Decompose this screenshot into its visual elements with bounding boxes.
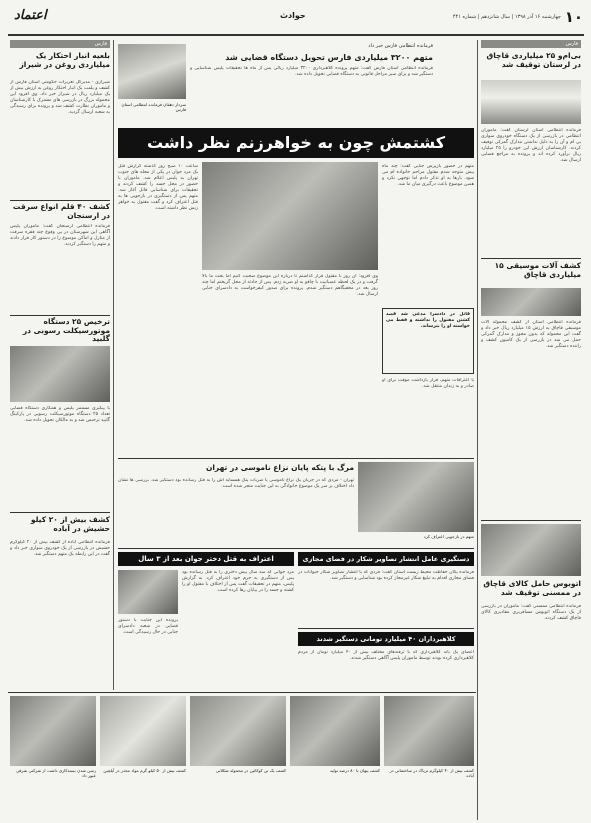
right-body-2: فرمانده انتظامی استان از کشف محموله آلات موسیقی قاچاق به ارزش ۱۵ میلیارد ریال خبر داد و گفت این محموله که بدون مجوز و مدارک گمرکی حمل می شد در بازرسی از یک کامیون کشف و راننده دستگیر شد. — [481, 320, 581, 349]
page-number: ۱۰ — [564, 8, 583, 26]
right-headline-1: بی‌ام‌و ۲۵ میلیاردی قاچاق در لرستان توقیف شد — [486, 51, 581, 69]
right-column-rule — [477, 40, 478, 820]
section-title: حوادث — [280, 11, 306, 20]
right-photo-bmw — [481, 80, 581, 124]
cyber-story-headline: دستگیری عامل انتشار تصاویر شکار در فضای مجازی — [298, 552, 474, 566]
top-story-body: فرمانده انتظامی استان فارس گفت: متهم پرونده کلاهبرداری ۳۲۰۰ میلیارد ریالی پس از ماه ها تحقیقات پلیس شناسایی و دستگیر شد و برای سیر مراحل قانونی به دستگاه قضایی تحویل داده شد. — [190, 66, 433, 77]
left-headline-2: کشف ۴۰ قلم انواع سرقت در ارسنجان — [12, 202, 110, 220]
bottom-photo-1 — [10, 696, 96, 766]
dateline: چهارشنبه ۱۶ آذر ۱۳۹۸ | سال شانزدهم | شماره ۴۴۱ — [452, 14, 561, 20]
left-divider-1 — [10, 200, 110, 201]
left-column-rule — [113, 40, 114, 690]
lead-story-col-1: ساعت ۱۰ صبح روز گذشته گزارش قتل یک مرد جوان در یکی از محله های جنوب تهران به پلیس اعلام شد. ماموران با حضور در محل جسد را کشف کردند و تحقیقات برای شناسایی قاتل آغاز شد. متهم پس از دستگیری در بازجویی ها به قتل اعتراف کرد و گفت مقتول به خواهر زنش نظر داشته است. — [118, 164, 198, 211]
left-body-2: فرمانده انتظامی ارسنجان گفت: ماموران پلیس آگاهی این شهرستان در پی وقوع چند فقره سرقت از منازل و اماکن موضوع را در دستور کار قرار دادند و متهم را دستگیر کردند. — [10, 224, 110, 247]
lead-story-col-3: متهم در حضور بازپرس جنایی گفت: چند ماه پیش متوجه شدم مقتول مزاحم خانواده ام می شود. بارها به او تذکر دادم اما توجهی نکرد و همین موضوع باعث درگیری میان ما شد. — [382, 164, 474, 187]
right-photo-instruments — [481, 288, 581, 316]
left-headline-4: کشف بیش از ۲۰ کیلو حشیش در آباده — [30, 515, 110, 533]
left-photo-motorcycles — [10, 346, 110, 402]
masthead-rule — [8, 34, 584, 36]
right-headline-2: کشف آلات موسیقی ۱۵ میلیاردی قاچاق — [494, 261, 581, 279]
fraud-story-rule — [298, 628, 474, 629]
lead-story-col-2: وی افزود: آن روز با مقتول قرار گذاشتم تا درباره این موضوع صحبت کنیم اما بحث ما بالا گرفت و در یک لحظه عصبانیت با چاقو به او ضربه زدم. پس از حادثه از محل گریختم اما چند روز بعد در مخفیگاهم دستگیر شدم. پرونده برای صدور کیفرخواست به دادسرای جنایی ارسال شد. — [202, 274, 378, 297]
fraud-story-headline: کلاهبرداران ۴۰ میلیارد تومانی دستگیر شدند — [298, 632, 474, 646]
fraud-story-body: اعضای یک باند کلاهبرداری که با ترفندهای مختلف بیش از ۴۰ میلیارد تومان از مردم کلاهبرداری کرده بودند توسط ماموران پلیس آگاهی دستگیر شدند. — [298, 650, 474, 661]
left-headline-3: ترخیص ۲۵ دستگاه موتورسیکلت رسوبی در گلبید — [22, 317, 110, 344]
left-divider-3 — [10, 512, 110, 513]
confession-story-photo — [118, 570, 178, 614]
confession-story-body-2: پرونده این جنایت با دستور قضایی در شعبه دادسرای جنایی در حال رسیدگی است. — [118, 618, 178, 635]
top-story-photo — [118, 44, 186, 99]
tehran-story-rule — [118, 548, 474, 549]
bottom-caption-1: زمین شدن بسته‌کاری داشت از شرکتی شرقی عبور داد — [15, 768, 96, 779]
bottom-caption-4: کشف پنهان تا ۸۰ درصد تولید — [329, 768, 380, 773]
left-section-label: فارس — [10, 40, 110, 48]
bottom-caption-5: کشف بیش از ۴۰ کیلوگرم تریاک در ساختمانی در آباده — [389, 768, 474, 779]
top-story-kicker: فرمانده انتظامی فارس خبر داد — [368, 43, 433, 49]
tehran-story-photo-caption: متهم در بازجویی اعتراف کرد — [423, 534, 474, 539]
bottom-caption-2: کشف بیش از ۵۰ کیلو گرم مواد مخدر در آیلچین — [103, 768, 186, 773]
bottom-photo-2 — [100, 696, 186, 766]
tehran-story-body: تهران - مردی که در جریان یک نزاع ناموسی با ضربات پتک همسایه اش را به قتل رسانده بود دستگیر شد. بررسی ها نشان داد اختلاف بر سر یک موضوع خانوادگی به این جنایت منجر شده است. — [118, 478, 354, 489]
right-divider-2 — [481, 520, 581, 521]
lead-story-photo — [202, 162, 378, 270]
lead-story-quote: قاتل در دادسرا مدعی شد قصد کشتن مقتول را نداشته و فقط می خواسته او را بترساند. — [386, 312, 470, 329]
lead-story-banner: کشتمش چون به خواهرزنم نظر داشت — [118, 128, 474, 158]
bottom-photo-4 — [290, 696, 380, 766]
right-photo-bus — [481, 524, 581, 576]
top-story-headline: متهم ۳۲۰۰ میلیاردی فارس تحویل دستگاه قضایی شد — [225, 53, 433, 62]
bottom-photo-5 — [384, 696, 474, 766]
top-story-photo-caption: سردار دهقان فرمانده انتظامی استان فارس — [121, 102, 186, 113]
confession-story-headline: اعتراف به قتل دختر جوان بعد از ۳ سال — [118, 552, 294, 566]
lead-story-bottom-rule — [118, 458, 474, 459]
left-body-4: فرمانده انتظامی آباده از کشف بیش از ۲۰ کیلوگرم حشیش در بازرسی از یک خودروی سواری خبر داد و گفت در این رابطه یک متهم دستگیر شد. — [10, 540, 110, 557]
right-body-3: فرمانده انتظامی ممسنی گفت: ماموران در بازرسی از یک دستگاه اتوبوس مسافربری مقادیری کالای قاچاق کشف کردند. — [481, 604, 581, 621]
logo: اعتماد — [14, 8, 47, 23]
tehran-story-headline: مرگ با پتکه پایان نزاع ناموسی در تهران — [205, 463, 354, 472]
left-divider-2 — [10, 315, 110, 316]
bottom-photo-3 — [190, 696, 286, 766]
bottom-caption-3: کشف یک تن کوکائین در محموله شکلاتی — [215, 768, 286, 773]
right-body-1: فرمانده انتظامی استان لرستان گفت: ماموران انتظامی در بازرسی از یک دستگاه خودروی سواری بی ام و آن را به دلیل نداشتن مدارک گمرکی توقیف کردند. کارشناسان ارزش این خودرو را ۲۵ میلیارد ریال برآورد کرده اند و پرونده به مراجع قضایی ارسال شد. — [481, 128, 581, 163]
lead-story-col-4: با اعترافات متهم، قرار بازداشت موقت برای او صادر و به زندان منتقل شد. — [382, 378, 474, 389]
cyber-story-body: فرمانده یگان حفاظت محیط زیست استان گفت: فردی که با انتشار تصاویر شکار حیوانات در فضای مجازی اقدام به تبلیغ شکار غیرمجاز کرده بود شناسایی و دستگیر شد. — [298, 570, 474, 581]
right-section-label: فارس — [481, 40, 581, 48]
right-headline-3: اتوبوس حامل کالای قاچاق در ممسنی توقیف شد — [483, 579, 581, 597]
left-body-1: شیرازی - مدیرکل تعزیرات حکومتی استان فارس از کشف و پلمب یک انبار احتکار روغن به ارزش بیش از یک میلیارد ریال در شیراز خبر داد. وی افزود این محموله بزرگ در بازرسی های مشترک با کارشناسان و ماموران نظارت کشف شد و پرونده برای رسیدگی به شعبه ارسال گردید. — [10, 80, 110, 115]
left-body-3: با پیگیری مستمر پلیس و همکاری دستگاه قضایی تعداد ۲۵ دستگاه موتورسیکلت رسوبی در پارکینگ گلبید ترخیص شد و به مالکان تحویل داده شد. — [10, 406, 110, 423]
confession-story-body: مرد جوانی که سه سال پیش دختری را به قتل رسانده بود پس از دستگیری به جرم خود اعتراف کرد. به گزارش پلیس، متهم در تحقیقات گفت پس از اختلاف با مقتول او را کشته و جسد را در بیابان رها کرده است. — [182, 570, 294, 593]
bottom-strip-rule — [8, 692, 476, 693]
masthead — [0, 0, 591, 38]
tehran-story-photo — [358, 462, 474, 532]
left-headline-1: بلعیه انبار احتکار یک میلیاردی روغن در شیراز — [19, 51, 110, 69]
right-divider-1 — [481, 258, 581, 259]
